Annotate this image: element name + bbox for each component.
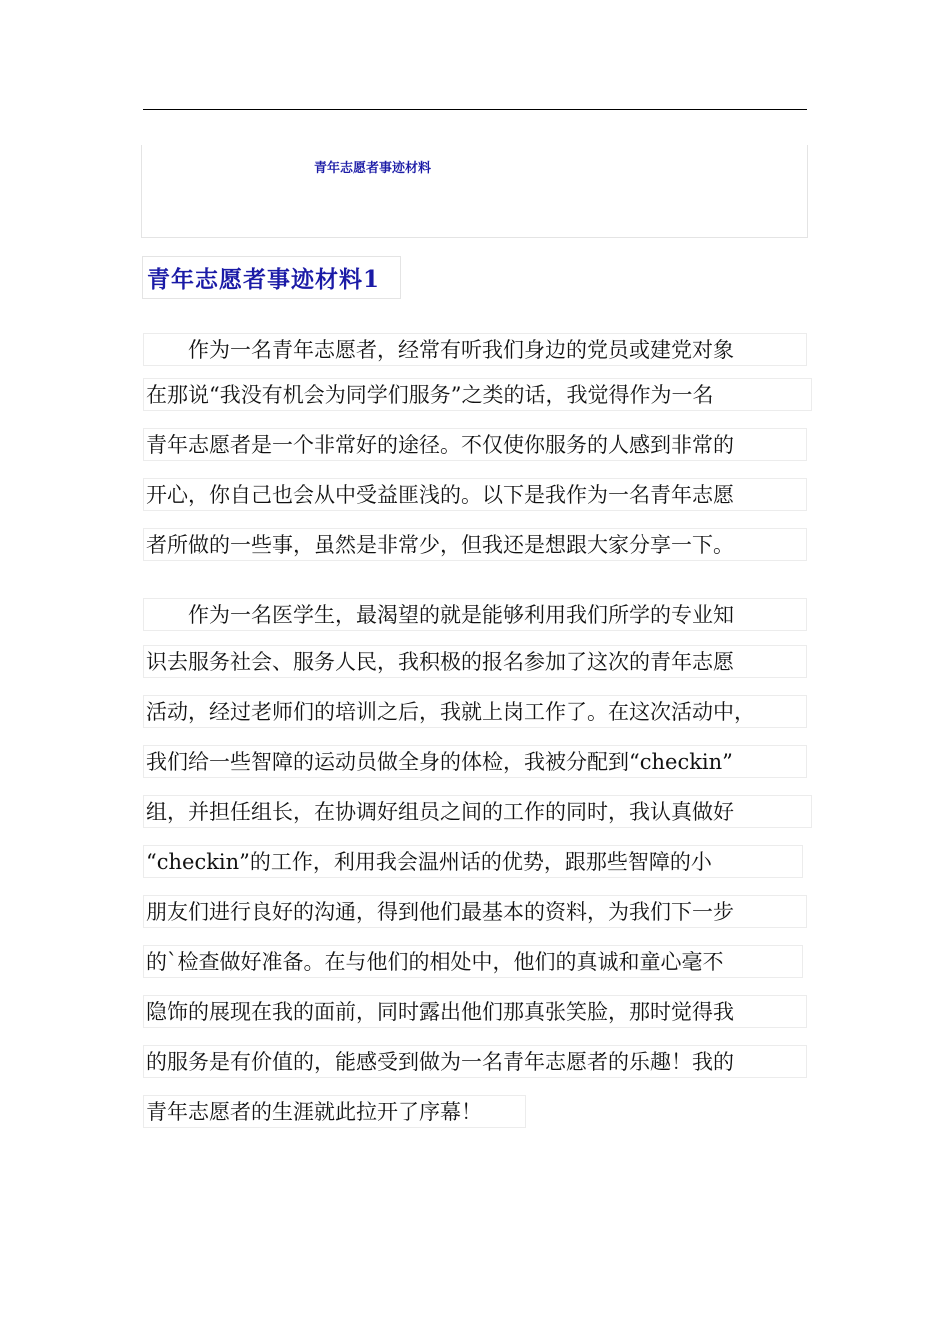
paragraph-line: 作为一名医学生，最渴望的就是能够利用我们所学的专业知 xyxy=(143,598,807,631)
paragraph-line: 识去服务社会、服务人民，我积极的报名参加了这次的青年志愿 xyxy=(143,645,807,678)
paragraph-line: 隐饰的展现在我的面前，同时露出他们那真张笑脸，那时觉得我 xyxy=(143,995,807,1028)
page-header xyxy=(141,145,808,238)
header-title: 青年志愿者事迹材料 xyxy=(314,161,432,176)
paragraph-line: 开心，你自己也会从中受益匪浅的。以下是我作为一名青年志愿 xyxy=(143,478,807,511)
paragraph-line: 的`检查做好准备。在与他们的相处中，他们的真诚和童心毫不 xyxy=(143,945,803,978)
paragraph-line: “checkin”的工作，利用我会温州话的优势，跟那些智障的小 xyxy=(143,845,803,878)
paragraph-line: 青年志愿者的生涯就此拉开了序幕！ xyxy=(143,1095,526,1128)
paragraph-line: 青年志愿者是一个非常好的途径。不仅使你服务的人感到非常的 xyxy=(143,428,807,461)
section-heading: 青年志愿者事迹材料1 xyxy=(147,266,381,293)
paragraph-line: 在那说“我没有机会为同学们服务”之类的话，我觉得作为一名 xyxy=(143,378,812,411)
section-heading-box xyxy=(142,256,401,299)
header-rule xyxy=(143,109,807,110)
paragraph-line: 组，并担任组长，在协调好组员之间的工作的同时，我认真做好 xyxy=(143,795,812,828)
paragraph-line: 朋友们进行良好的沟通，得到他们最基本的资料，为我们下一步 xyxy=(143,895,807,928)
paragraph-line: 我们给一些智障的运动员做全身的体检，我被分配到“checkin” xyxy=(143,745,807,778)
paragraph-line: 的服务是有价值的，能感受到做为一名青年志愿者的乐趣！我的 xyxy=(143,1045,807,1078)
paragraph-line: 者所做的一些事，虽然是非常少，但我还是想跟大家分享一下。 xyxy=(143,528,807,561)
paragraph-line: 活动，经过老师们的培训之后，我就上岗工作了。在这次活动中， xyxy=(143,695,807,728)
paragraph-line: 作为一名青年志愿者，经常有听我们身边的党员或建党对象 xyxy=(143,333,807,366)
